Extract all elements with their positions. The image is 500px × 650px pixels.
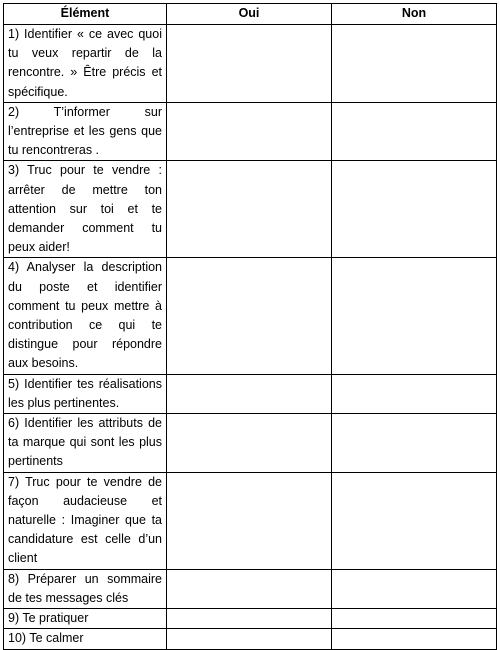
non-cell[interactable] xyxy=(332,414,497,473)
table-row xyxy=(4,161,497,258)
checklist-sheet xyxy=(3,3,496,650)
element-cell: 10) Te calmer xyxy=(4,629,167,649)
element-cell: 7) Truc pour te vendre de façon audacieuse et naturelle : Imaginer que ta candidature est celle d’un client xyxy=(4,472,167,569)
non-cell[interactable] xyxy=(332,25,497,103)
element-cell: 4) Analyser la description du poste et identifier comment tu peux mettre à contribution ce qui te distingue pour répondre aux besoins. xyxy=(4,258,167,374)
table-row xyxy=(4,569,497,608)
element-cell: 3) Truc pour te vendre : arrêter de mettre ton attention sur toi et te demander comment tu peux aider! xyxy=(4,161,167,258)
element-cell: 6) Identifier les attributs de ta marque qui sont les plus pertinents xyxy=(4,414,167,473)
oui-cell[interactable] xyxy=(167,629,332,649)
oui-cell[interactable] xyxy=(167,414,332,473)
oui-cell[interactable] xyxy=(167,102,332,161)
element-cell: 8) Préparer un sommaire de tes messages clés xyxy=(4,569,167,608)
element-cell: 5) Identifier tes réalisations les plus pertinentes. xyxy=(4,374,167,413)
oui-cell[interactable] xyxy=(167,472,332,569)
table-row xyxy=(4,609,497,629)
element-cell: 9) Te pratiquer xyxy=(4,609,167,629)
header-oui: Oui xyxy=(167,4,332,25)
table-row xyxy=(4,374,497,413)
table-row xyxy=(4,629,497,649)
header-row xyxy=(4,4,497,25)
header-element: Élément xyxy=(4,4,167,25)
table-row xyxy=(4,25,497,103)
oui-cell[interactable] xyxy=(167,161,332,258)
non-cell[interactable] xyxy=(332,258,497,374)
oui-cell[interactable] xyxy=(167,569,332,608)
oui-cell[interactable] xyxy=(167,609,332,629)
table-row xyxy=(4,258,497,374)
table-row xyxy=(4,472,497,569)
non-cell[interactable] xyxy=(332,609,497,629)
checklist-table xyxy=(3,3,497,650)
oui-cell[interactable] xyxy=(167,25,332,103)
non-cell[interactable] xyxy=(332,629,497,649)
non-cell[interactable] xyxy=(332,102,497,161)
non-cell[interactable] xyxy=(332,569,497,608)
non-cell[interactable] xyxy=(332,472,497,569)
element-cell: 1) Identifier « ce avec quoi tu veux repartir de la rencontre. » Être précis et spécifique. xyxy=(4,25,167,103)
non-cell[interactable] xyxy=(332,161,497,258)
header-non: Non xyxy=(332,4,497,25)
table-row xyxy=(4,102,497,161)
table-row xyxy=(4,414,497,473)
non-cell[interactable] xyxy=(332,374,497,413)
oui-cell[interactable] xyxy=(167,258,332,374)
oui-cell[interactable] xyxy=(167,374,332,413)
element-cell: 2) T’informer sur l’entreprise et les gens que tu rencontreras . xyxy=(4,102,167,161)
